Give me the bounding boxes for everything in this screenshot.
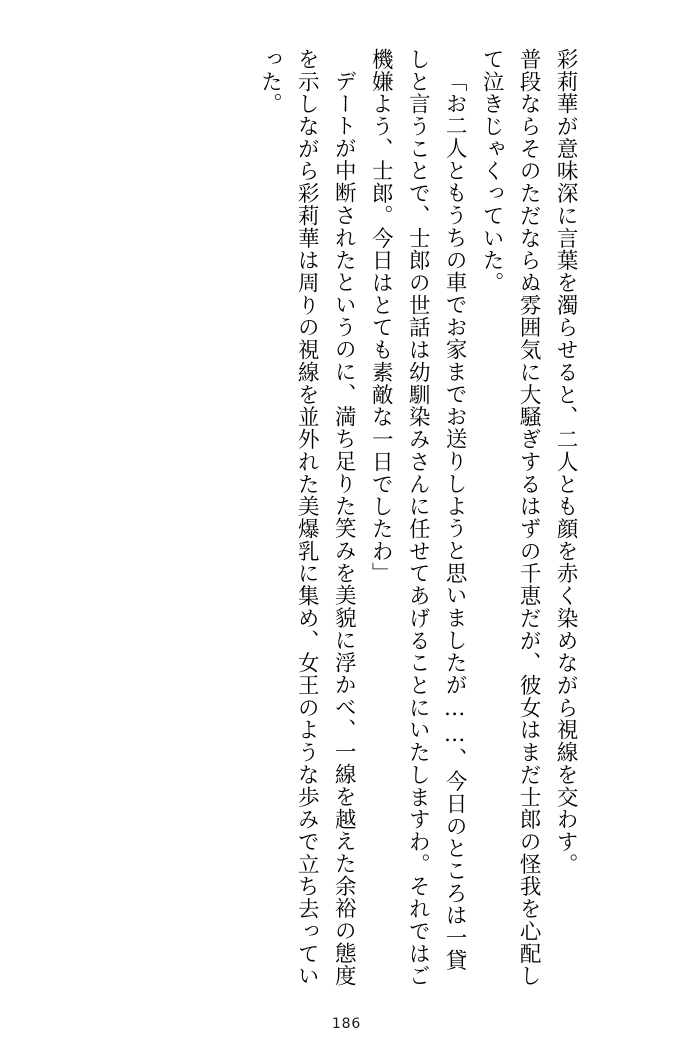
paragraph: 彩莉華が意味深に言葉を濁らせると、二人とも顔を赤く染めながら視線を交わす。 [553, 48, 579, 876]
paragraph: デートが中断されたというのに、満ち足りた笑みを美貌に浮かべ、一線を越えた余裕の態度を示しながら彩莉華は周りの視線を並外れた美爆乳に集め、女王のような歩みで立ち去っていった。 [257, 48, 357, 988]
paragraph: 普段ならそのただならぬ雰囲気に大騒ぎするはずの千恵だが、彼女はまだ士郎の怪我を心配して泣きじゃくっていた。 [479, 48, 542, 988]
paragraph: 「お二人ともうちの車でお家までお送りしようと思いましたが……、今日のところは一貸しと言うことで、士郎の世話は幼馴染みさんに任せてあげることにいたしますわ。それではご機嫌よう、士郎。今日はとても素敵な一日でしたわ」 [368, 48, 468, 988]
body-text-block [176, 48, 657, 988]
page-number: 186 [331, 1016, 362, 1032]
